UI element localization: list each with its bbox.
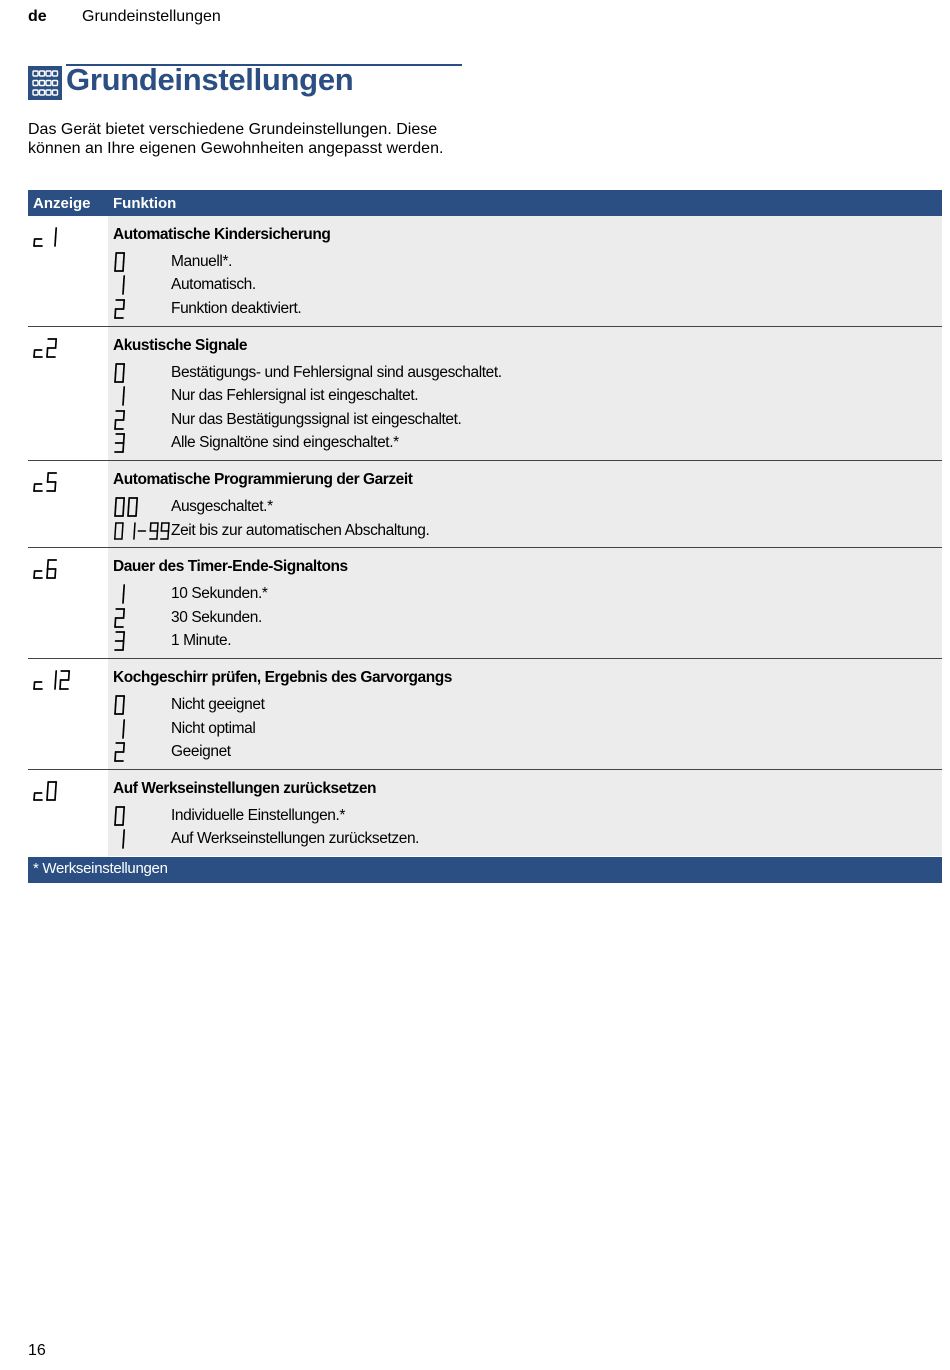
option-code [113,718,171,740]
option-item [113,828,942,852]
option-item [113,384,942,408]
function-cell [108,216,942,326]
table-row [28,327,942,461]
option-text: Manuell*. [171,252,233,270]
display-code [28,548,108,658]
table-row [28,659,942,770]
option-text: Nur das Bestätigungssignal ist eingeschaltet. [171,410,462,428]
option-code [113,385,171,407]
option-item [113,495,942,519]
column-header-function: Funktion [113,194,177,212]
function-title: Kochgeschirr prüfen, Ergebnis des Garvorgangs [113,669,452,687]
option-code [113,432,171,454]
running-header [28,8,221,26]
option-code [113,362,171,384]
function-cell [108,770,942,856]
option-text: Bestätigungs- und Fehlersignal sind ausgeschaltet. [171,363,502,381]
function-cell [108,659,942,769]
function-cell [108,461,942,547]
function-title: Dauer des Timer-Ende-Signaltons [113,558,348,576]
option-code [113,694,171,716]
display-code [28,216,108,326]
table-row [28,770,942,856]
option-item [113,274,942,298]
option-code [113,409,171,431]
option-code [113,607,171,629]
running-header-title: Grundeinstellungen [82,8,221,25]
display-code [28,770,108,856]
option-text: Zeit bis zur automatischen Abschaltung. [171,521,430,539]
option-text: 30 Sekunden. [171,608,262,626]
option-text: Individuelle Einstellungen.* [171,806,346,824]
option-item [113,804,942,828]
option-text: 10 Sekunden.* [171,585,268,603]
function-title: Akustische Signale [113,336,248,354]
function-title: Automatische Kindersicherung [113,226,331,243]
settings-rows [28,216,942,856]
option-text: Funktion deaktiviert. [171,299,302,317]
function-title: Automatische Programmierung der Garzeit [113,471,413,489]
option-item [113,297,942,321]
intro-paragraph: Das Gerät bietet verschiedene Grundeinstellungen. Diese können an Ihre eigenen Gewohnheiten angepasst werden. [28,121,444,157]
page-title: Grundeinstellungen [66,62,354,97]
option-item [113,606,942,630]
option-code [113,583,171,605]
settings-grid-icon [28,66,62,100]
option-code [113,828,171,850]
option-item [113,519,942,543]
function-cell [108,327,942,460]
display-code [28,461,108,547]
option-item [113,361,942,385]
table-row [28,216,942,327]
option-code [113,630,171,652]
option-text: Automatisch. [171,276,256,294]
option-item [113,582,942,606]
display-code [28,659,108,769]
option-item [113,717,942,741]
option-item [113,630,942,654]
option-text: Ausgeschaltet.* [171,497,273,515]
option-item [113,432,942,456]
option-item [113,740,942,764]
language-code: de [28,8,47,25]
option-item [113,693,942,717]
option-item [113,250,942,274]
option-text: Nicht optimal [171,719,256,737]
option-text: Geeignet [171,743,231,761]
option-item [113,408,942,432]
option-text: Auf Werkseinstellungen zurücksetzen. [171,830,420,848]
option-code [113,496,171,518]
function-title: Auf Werkseinstellungen zurücksetzen [113,779,377,797]
footnote-text: * Werkseinstellungen [33,860,168,878]
table-row [28,461,942,548]
option-code [113,741,171,763]
option-text: Alle Signaltöne sind eingeschaltet.* [171,434,399,452]
option-code [113,274,171,296]
table-header [28,190,942,216]
settings-table [28,190,942,883]
option-text: Nicht geeignet [171,695,265,713]
option-text: 1 Minute. [171,632,232,650]
option-code [113,251,171,273]
option-code [113,805,171,827]
column-header-display: Anzeige [33,194,91,212]
function-cell [108,548,942,658]
display-code [28,327,108,460]
option-code [113,298,171,320]
footnote-bar [28,856,942,883]
option-code [113,520,171,542]
option-text: Nur das Fehlersignal ist eingeschaltet. [171,387,419,405]
page-number: 16 [28,1342,46,1359]
table-row [28,548,942,659]
